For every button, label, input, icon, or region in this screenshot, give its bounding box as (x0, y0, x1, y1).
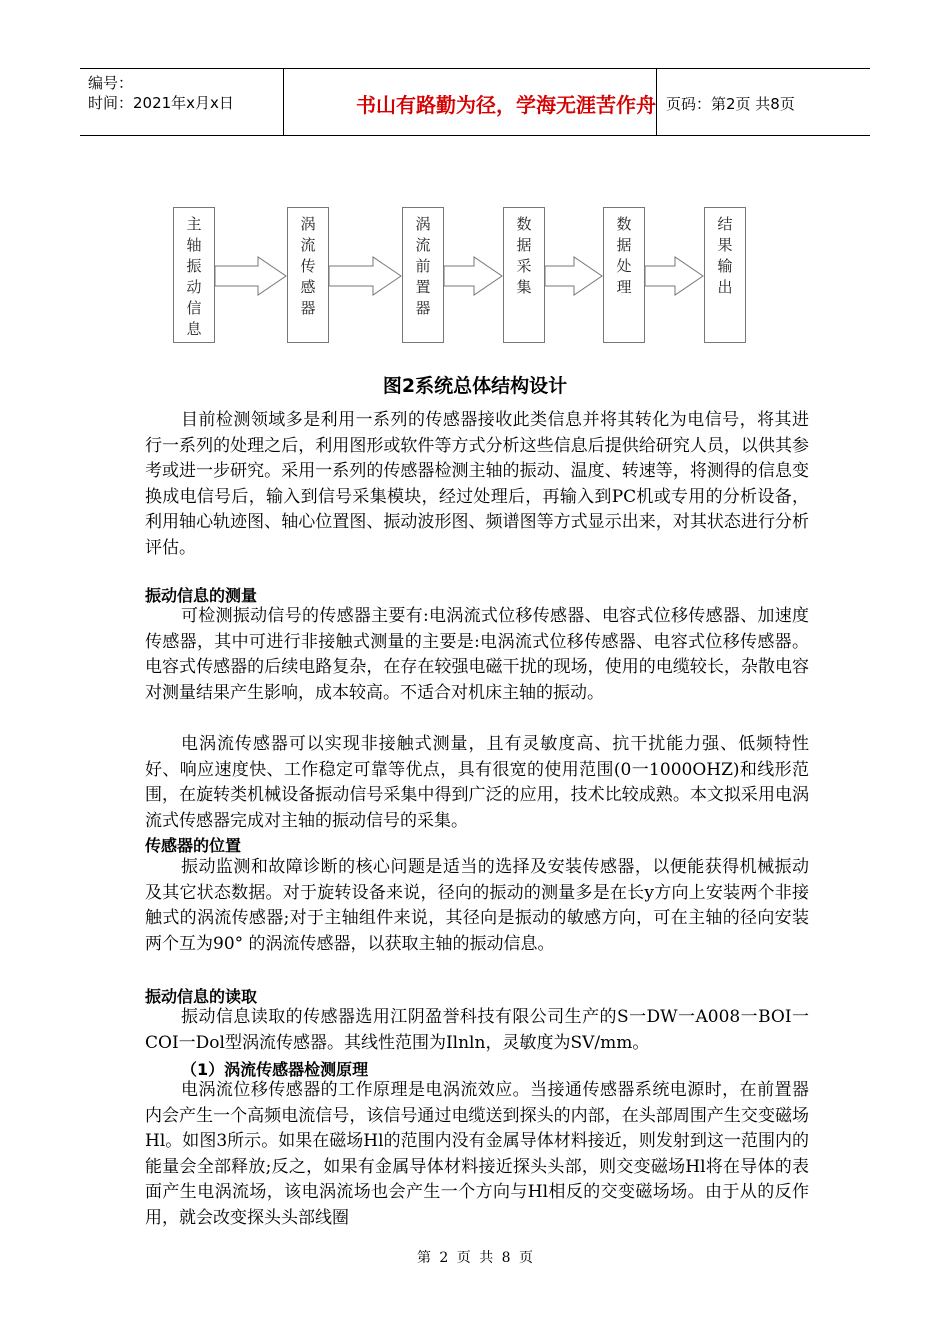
flow-box-preamplifier (402, 207, 444, 343)
flow-arrow-2 (329, 257, 401, 295)
header-page-number: 页码：第2页 共8页 (666, 95, 795, 113)
flow-arrow-3 (444, 257, 502, 295)
figure-caption: 图2系统总体结构设计 (382, 375, 568, 397)
flow-box-label: 结果输出 (717, 215, 733, 296)
header-time: 时间：2021年x月x日 (88, 94, 234, 112)
heading-sensor-position: 传感器的位置 (145, 836, 242, 855)
flow-arrow-5 (645, 257, 703, 295)
flow-box-label: 主轴振动信息 (186, 215, 202, 338)
flow-box-label: 数据处理 (616, 215, 632, 296)
paragraph-sensor-types: 可检测振动信号的传感器主要有:电涡流式位移传感器、电容式位移传感器、加速度传感器，其中可进行非接触式测量的主要是:电涡流式位移传感器、电容式位移传感器。电容式传感器的后续电路复杂，在存在较强电磁干扰的现场，使用的电缆较长，杂散电容对测量结果产生影响，成本较高。不适合对机床主轴的振动。 (145, 606, 809, 703)
paragraph-eddy-principle: 电涡流位移传感器的工作原理是电涡流效应。当接通传感器系统电源时，在前置器内会产生一个高频电流信号，该信号通过电缆送到探头的内部，在头部周围产生交变磁场Hl。如图3所示。如果在磁场Hl的范围内没有金属导体材料接近，则发射到这一范围内的能量会全部释放;反之，如果有金属导体材料接近探头头部，则交变磁场Hl将在导体的表面产生电涡流场，该电涡流场也会产生一个方向与Hl相反的交变磁场场。由于从的反作用，就会改变探头头部线圈 (145, 1080, 809, 1228)
paragraph-intro: 目前检测领域多是利用一系列的传感器接收此类信息并将其转化为电信号，将其进行一系列的处理之后，利用图形或软件等方式分析这些信息后提供给研究人员，以供其参考或进一步研究。采用一系列的传感器检测主轴的振动、温度、转速等，将测得的信息变换成电信号后，输入到信号采集模块，经过处理后，再输入到PC机或专用的分析设备，利用轴心轨迹图、轴心位置图、振动波形图、频谱图等方式显示出来，对其状态进行分析评估。 (145, 410, 809, 558)
paragraph-sensor-position: 振动监测和故障诊断的核心问题是适当的选择及安装传感器，以便能获得机械振动及其它状态数据。对于旋转设备来说，径向的振动的测量多是在长y方向上安装两个非接触式的涡流传感器;对于主轴组件来说，其径向是振动的敏感方向，可在主轴的径向安装两个互为90° 的涡流传感器，以获取主轴的振动信息。 (145, 857, 809, 954)
header-motto: 书山有路勤为径，学海无涯苦作舟 (356, 93, 656, 117)
page-footer: 第 2 页 共 8 页 (416, 1250, 534, 1266)
flow-box-data-acquisition (503, 207, 545, 343)
flow-box-eddy-sensor (287, 207, 329, 343)
flow-box-data-processing (603, 207, 645, 343)
flow-box-label: 涡流前置器 (415, 215, 431, 317)
flow-arrow-1 (215, 257, 286, 295)
flow-box-label: 数据采集 (516, 215, 532, 296)
flow-box-label: 涡流传感器 (300, 215, 316, 317)
paragraph-eddy-sensor: 电涡流传感器可以实现非接触式测量，且有灵敏度高、抗干扰能力强、低频特性好、响应速度快、工作稳定可靠等优点，具有很宽的使用范围(0一1000OHZ)和线形范围，在旋转类机械设备振动信号采集中得到广泛的应用，技术比较成熟。本文拟采用电涡流式传感器完成对主轴的振动信号的采集。 (145, 734, 809, 831)
flow-box-spindle-vibration (173, 207, 215, 343)
flow-arrows (0, 0, 950, 360)
heading-vibration-reading: 振动信息的读取 (145, 987, 258, 1006)
heading-vibration-measurement: 振动信息的测量 (145, 586, 258, 605)
header-number: 编号： (88, 74, 134, 92)
flow-arrow-4 (545, 257, 602, 295)
system-structure-diagram (0, 0, 950, 360)
heading-eddy-principle: （1）涡流传感器检测原理 (181, 1060, 369, 1079)
flow-box-result-output (704, 207, 746, 343)
paragraph-sensor-model: 振动信息读取的传感器选用江阴盈誉科技有限公司生产的S一DW一A008一BOI一COI一Dol型涡流传感器。其线性范围为Ilnln，灵敏度为SV/mm。 (145, 1007, 809, 1053)
